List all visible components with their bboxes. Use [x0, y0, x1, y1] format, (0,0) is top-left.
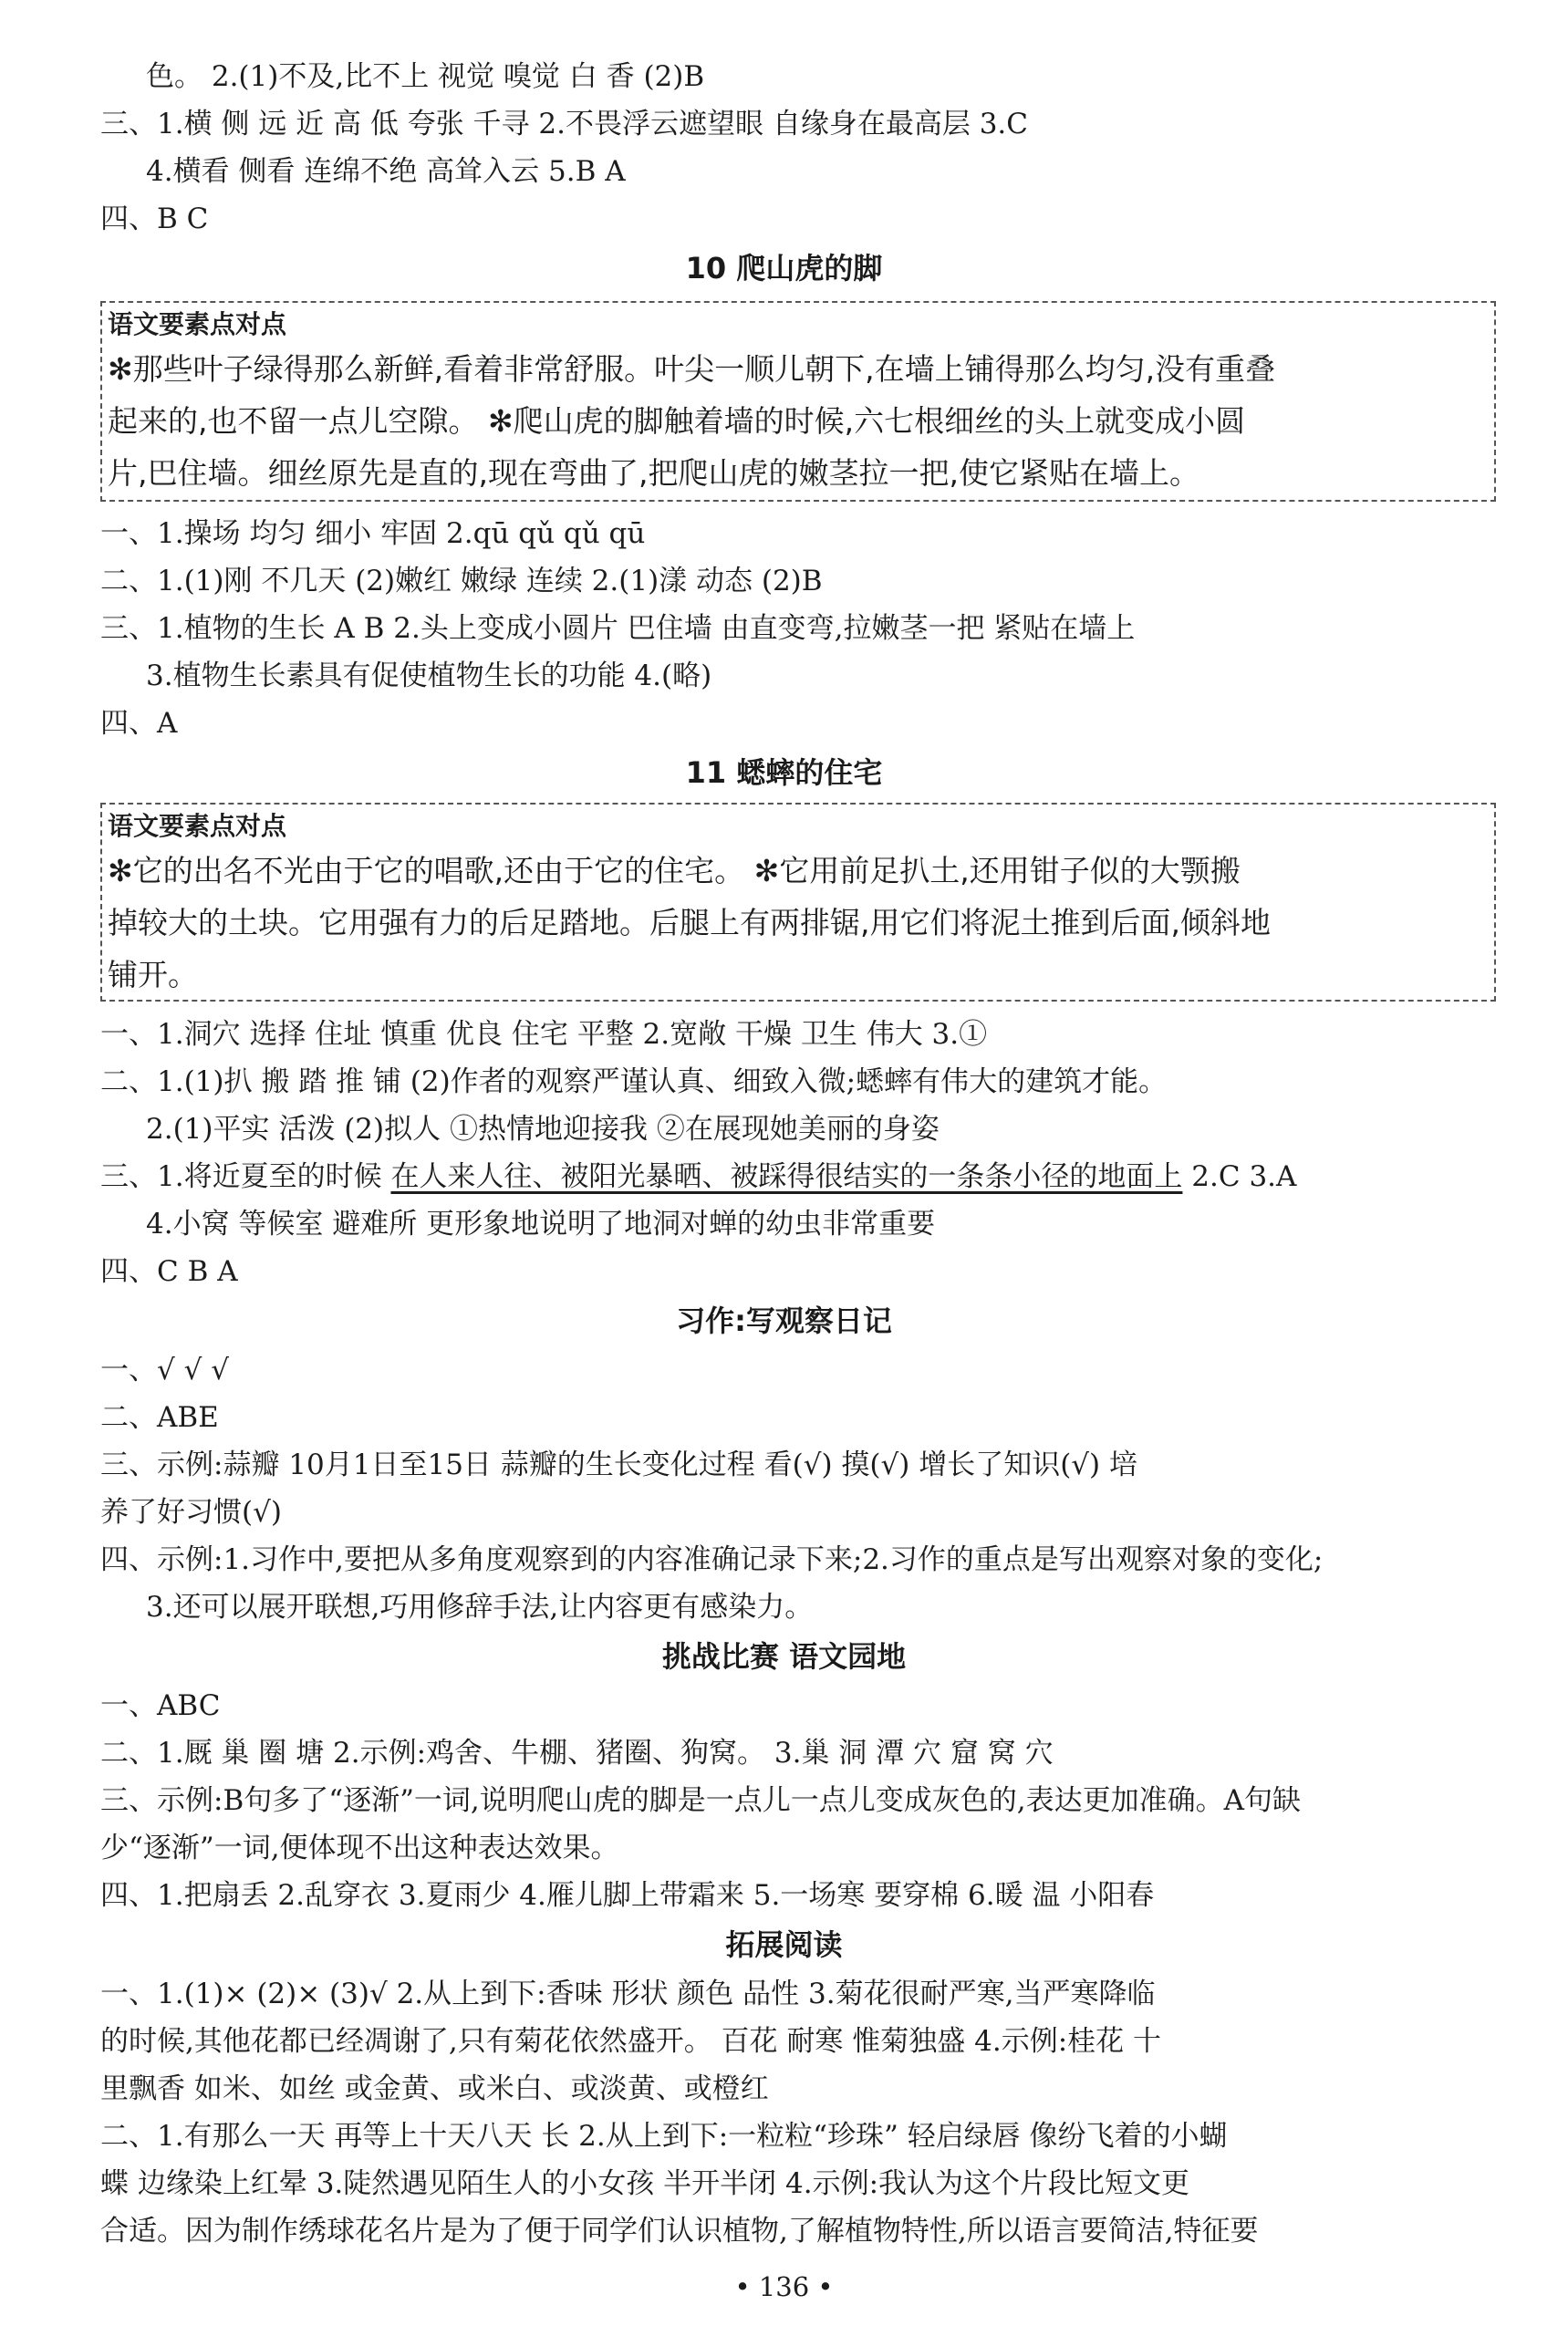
key-points-box-11 — [100, 803, 1496, 1002]
answer-line: 二、1.(1)刚 不几天 (2)嫩红 嫩绿 连续 2.(1)漾 动态 (2)B — [100, 565, 823, 597]
answer-line: 四、示例:1.习作中,要把从多角度观察到的内容准确记录下来;2.习作的重点是写出观察对象的变化; — [100, 1543, 1324, 1576]
lesson-10-title: 10 爬山虎的脚 — [685, 251, 883, 286]
answer-line: 养了好习惯(√) — [100, 1496, 282, 1529]
answer-line: 一、1.洞穴 选择 住址 慎重 优良 住宅 平整 2.宽敞 干燥 卫生 伟大 3.① — [100, 1018, 988, 1051]
key-points-box-10 — [100, 301, 1496, 502]
box-line: 片,巴住墙。细丝原先是直的,现在弯曲了,把爬山虎的嫩茎拉一把,使它紧贴在墙上。 — [108, 455, 1199, 491]
answer-line: 少“逐渐”一词,便体现不出这种表达效果。 — [100, 1832, 619, 1864]
underlined-answer: 在人来人往、被阳光暴晒、被踩得很结实的一条条小径的地面上 — [390, 1160, 1183, 1193]
answer-line: 一、1.(1)× (2)× (3)√ 2.从上到下:香味 形状 颜色 品性 3.菊花很耐严寒,当严寒降临 — [100, 1978, 1156, 2010]
box-line: 起来的,也不留一点儿空隙。 ✻爬山虎的脚触着墙的时候,六七根细丝的头上就变成小圆 — [108, 403, 1246, 439]
box-line: ✻它的出名不光由于它的唱歌,还由于它的住宅。 ✻它用前足扒土,还用钳子似的大颚搬 — [108, 853, 1241, 888]
answer-line: 二、1.厩 巢 圈 塘 2.示例:鸡舍、牛棚、猪圈、狗窝。 3.巢 洞 潭 穴 窟 窝 穴 — [100, 1737, 1054, 1770]
answer-line: 二、ABE — [100, 1401, 219, 1434]
answer-line: 4.横看 侧看 连绵不绝 高耸入云 5.B A — [146, 155, 626, 188]
lesson-11-title: 11 蟋蟀的住宅 — [685, 755, 883, 790]
answer-line: 一、√ √ √ — [100, 1354, 229, 1386]
answer-line: 2.(1)平实 活泼 (2)拟人 ①热情地迎接我 ②在展现她美丽的身姿 — [146, 1113, 940, 1146]
answer-line: 三、1.植物的生长 A B 2.头上变成小圆片 巴住墙 由直变弯,拉嫩茎一把 紧贴在墙上 — [100, 612, 1136, 645]
answer-line: 四、B C — [100, 202, 209, 235]
answer-line: 三、1.横 侧 远 近 高 低 夸张 千寻 2.不畏浮云遮望眼 自缘身在最高层 3.C — [100, 108, 1028, 140]
answer-line: 三、示例:B句多了“逐渐”一词,说明爬山虎的脚是一点儿一点儿变成灰色的,表达更加准确。A句缺 — [100, 1784, 1302, 1817]
flower-icon: ✻ — [108, 853, 133, 888]
answer-line: 色。 2.(1)不及,比不上 视觉 嗅觉 白 香 (2)B — [146, 60, 705, 93]
answer-line: 合适。因为制作绣球花名片是为了便于同学们认识植物,了解植物特性,所以语言要简洁,特征要 — [100, 2215, 1259, 2248]
extension-title: 拓展阅读 — [725, 1927, 843, 1962]
answer-line: 里飘香 如米、如丝 或金黄、或米白、或淡黄、或橙红 — [100, 2072, 769, 2105]
answer-line: 四、C B A — [100, 1255, 238, 1288]
answer-line: 一、1.操场 均匀 细小 牢固 2.qū qǔ qǔ qū — [100, 517, 646, 550]
answer-line: 二、1.(1)扒 搬 踏 推 铺 (2)作者的观察严谨认真、细致入微;蟋蟀有伟大的建筑才能。 — [100, 1065, 1168, 1098]
flower-icon: ✻ — [487, 403, 514, 439]
box-line: ✻那些叶子绿得那么新鲜,看着非常舒服。叶尖一顺儿朝下,在墙上铺得那么均匀,没有重叠 — [108, 351, 1276, 387]
answer-line: 3.植物生长素具有促使植物生长的功能 4.(略) — [146, 659, 712, 692]
box-line: 铺开。 — [108, 957, 198, 992]
answer-line: 三、1.将近夏至的时候 在人来人往、被阳光暴晒、被踩得很结实的一条条小径的地面上 2.C 3.A — [100, 1160, 1297, 1193]
page-number: • 136 • — [734, 2271, 834, 2302]
writing-title: 习作:写观察日记 — [676, 1303, 892, 1338]
box-title: 语文要素点对点 — [108, 309, 287, 339]
answer-line: 二、1.有那么一天 再等上十天八天 长 2.从上到下:一粒粒“珍珠” 轻启绿唇 像纷飞着的小蝴 — [100, 2120, 1228, 2153]
answer-line: 三、示例:蒜瓣 10月1日至15日 蒜瓣的生长变化过程 看(√) 摸(√) 增长了知识(√) 培 — [100, 1449, 1138, 1481]
answer-line: 蝶 边缘染上红晕 3.陡然遇见陌生人的小女孩 半开半闭 4.示例:我认为这个片段比短文更 — [100, 2167, 1190, 2200]
answer-line: 的时候,其他花都已经凋谢了,只有菊花依然盛开。 百花 耐寒 惟菊独盛 4.示例:桂花 十 — [100, 2025, 1161, 2058]
answer-line: 一、ABC — [100, 1689, 221, 1722]
flower-icon: ✻ — [753, 853, 780, 888]
answer-line: 四、A — [100, 707, 178, 740]
box-title: 语文要素点对点 — [108, 811, 287, 841]
challenge-title: 挑战比赛 语文园地 — [661, 1639, 907, 1674]
box-line: 掉较大的土块。它用强有力的后足踏地。后腿上有两排锯,用它们将泥土推到后面,倾斜地 — [108, 905, 1271, 940]
answer-line: 四、1.把扇丢 2.乱穿衣 3.夏雨少 4.雁儿脚上带霜来 5.一场寒 要穿棉 6.暖 温 小阳春 — [100, 1879, 1155, 1912]
flower-icon: ✻ — [108, 351, 133, 387]
answer-line: 4.小窝 等候室 避难所 更形象地说明了地洞对蝉的幼虫非常重要 — [146, 1208, 936, 1241]
answer-line: 3.还可以展开联想,巧用修辞手法,让内容更有感染力。 — [146, 1591, 814, 1624]
